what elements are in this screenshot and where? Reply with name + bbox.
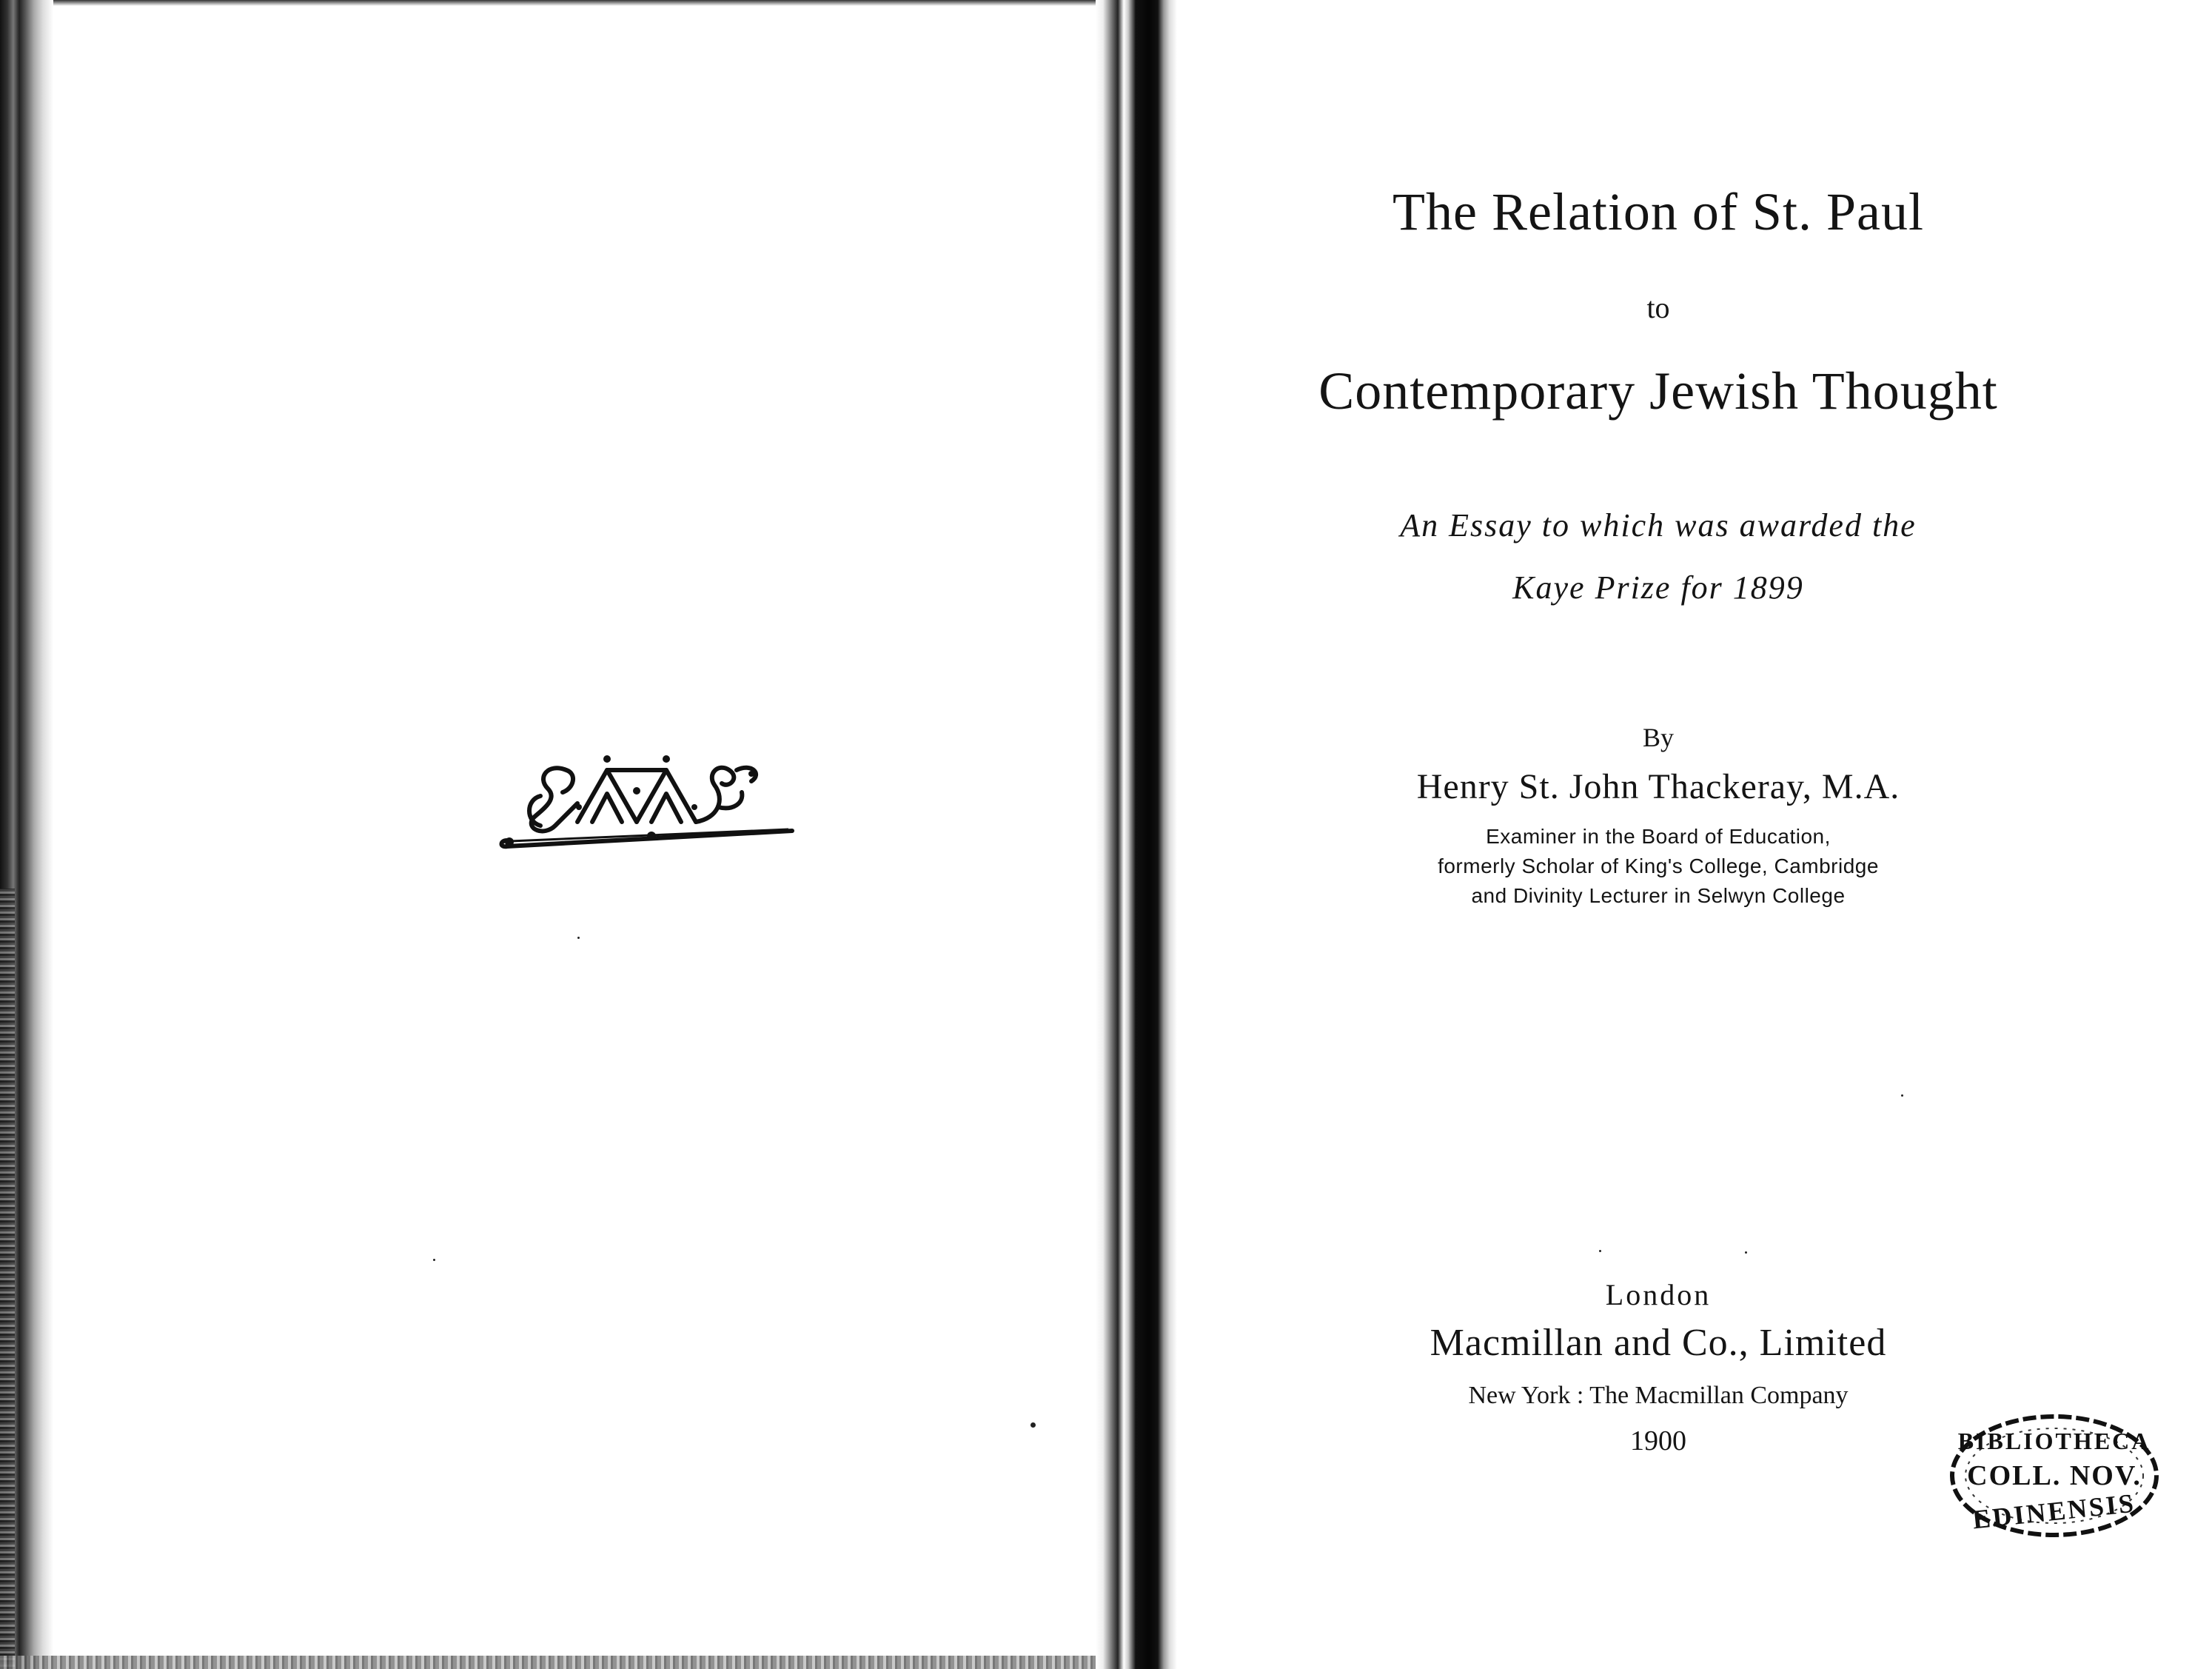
paper-speck: [1030, 1422, 1036, 1428]
left-page-top-edge: [0, 0, 1110, 6]
credential-line: and Divinity Lecturer in Selwyn College: [1471, 884, 1846, 907]
title-line-1: The Relation of St. Paul: [1392, 182, 1924, 241]
binding-gutter: [1096, 0, 1177, 1669]
library-stamp-icon: [1947, 1411, 2162, 1540]
subtitle: [1184, 495, 2132, 619]
subtitle-line-2: Kaye Prize for 1899: [1512, 569, 1804, 606]
paper-speck: [1745, 1251, 1747, 1254]
credential-line: Examiner in the Board of Education,: [1486, 825, 1831, 848]
title-line-2: Contemporary Jewish Thought: [1318, 361, 1998, 421]
publisher-monogram-icon: [496, 748, 800, 852]
publisher-city: London: [1605, 1278, 1712, 1311]
subtitle-line-1: An Essay to which was awarded the: [1400, 507, 1917, 543]
stamp-line-3: EDINENSIS: [1971, 1488, 2137, 1535]
publisher-branch: New York : The Macmillan Company: [1468, 1382, 1849, 1409]
stamp-line-2: COLL. NOV.: [1967, 1460, 2142, 1491]
publisher-name: Macmillan and Co., Limited: [1430, 1322, 1887, 1364]
credential-line: formerly Scholar of King's College, Cambridge: [1438, 854, 1879, 877]
publication-year: 1900: [1630, 1425, 1686, 1456]
byline-label: By: [1642, 723, 1674, 752]
stamp-line-1: BIBLIOTHECA: [1957, 1428, 2151, 1454]
paper-speck: [577, 937, 580, 939]
left-page-bottom-edge: [0, 1656, 1110, 1669]
paper-speck: [433, 1259, 435, 1261]
paper-speck: [1599, 1250, 1601, 1252]
left-page-outer-edge: [0, 0, 53, 1669]
title-connector: to: [1646, 291, 1670, 324]
paper-speck: [1901, 1094, 1903, 1097]
author-name: Henry St. John Thackeray, M.A.: [1416, 767, 1900, 806]
author-credentials: [1184, 822, 2132, 911]
